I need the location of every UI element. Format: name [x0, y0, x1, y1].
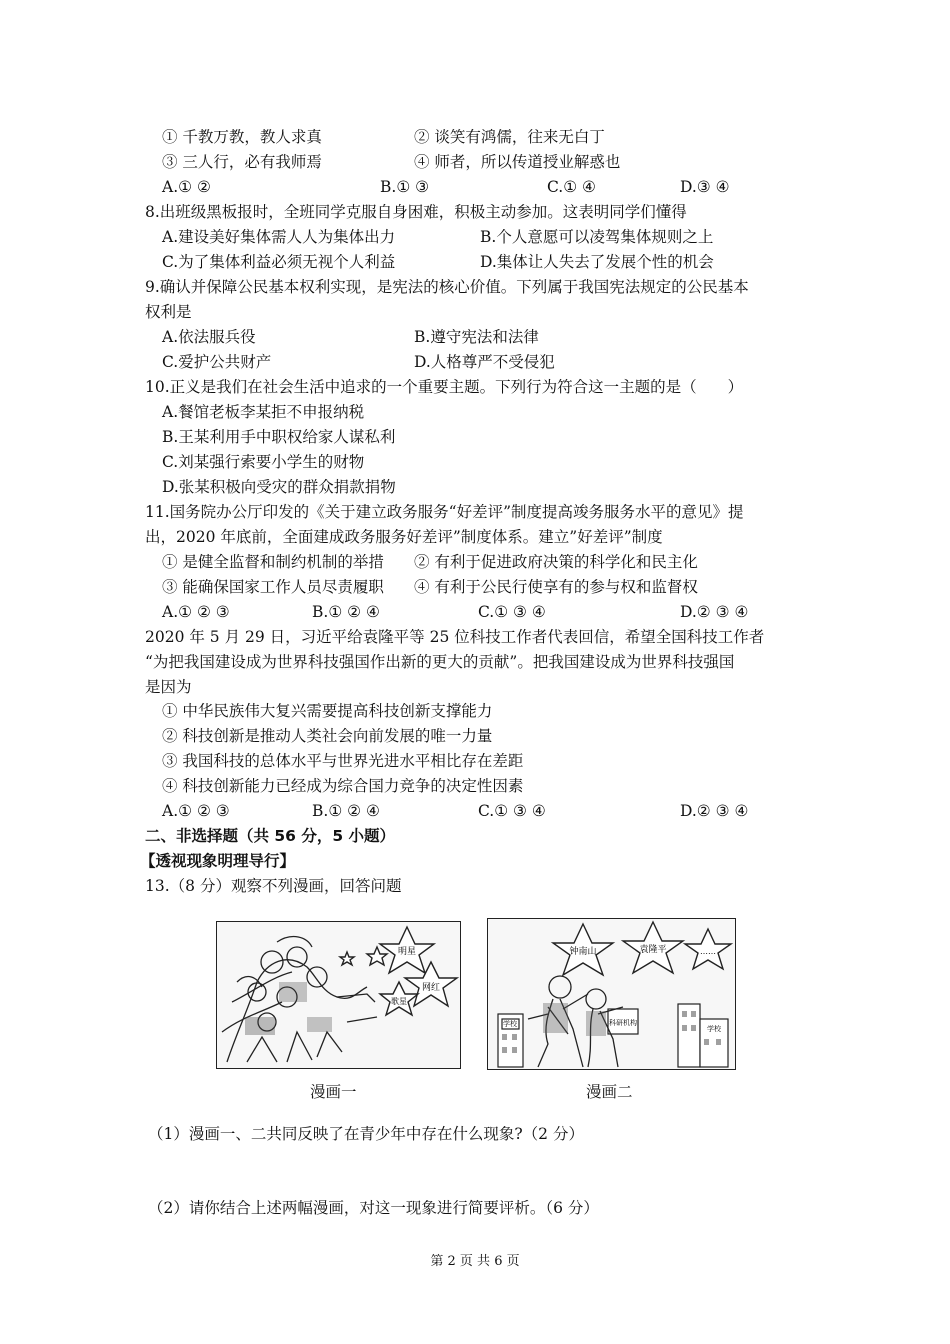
q12-choice-b[interactable]: B.① ② ④ — [312, 802, 380, 820]
section-subtitle: 【透视现象明理导行】 — [140, 852, 296, 870]
q11-choice-b[interactable]: B.① ② ④ — [312, 603, 380, 621]
cartoon-two-sign-3: 学校 — [707, 1025, 721, 1033]
q10-choice-c[interactable]: C.刘某强行索要小学生的财物 — [162, 453, 365, 471]
cartoon-two-drawing — [488, 919, 735, 1069]
q12-choice-d[interactable]: D.② ③ ④ — [680, 802, 749, 820]
q11-choice-d[interactable]: D.② ③ ④ — [680, 603, 749, 621]
q11-option-1: ① 是健全监督和制约机制的举措 — [162, 553, 384, 571]
q9-stem-line1: 9.确认并保障公民基本权利实现，是宪法的核心价值。下列属于我国宪法规定的公民基本 — [145, 278, 749, 296]
q9-stem-line2: 权利是 — [145, 303, 192, 321]
q11-choice-c[interactable]: C.① ③ ④ — [478, 603, 546, 621]
q7-choice-d[interactable]: D.③ ④ — [680, 178, 730, 196]
q7-choice-c[interactable]: C.① ④ — [547, 178, 596, 196]
q9-choice-a[interactable]: A.依法服兵役 — [162, 328, 256, 346]
cartoon-two — [487, 918, 736, 1070]
cartoon-two-star-label-1: 钟南山 — [569, 947, 597, 957]
q9-choice-b[interactable]: B.遵守宪法和法律 — [414, 328, 539, 346]
q10-choice-d[interactable]: D.张某积极向受灾的群众捐款捐物 — [162, 478, 396, 496]
q12-stem-line1: 2020 年 5 月 29 日，习近平给袁隆平等 25 位科技工作者代表回信，希望全国科技工作者 — [145, 628, 765, 646]
q12-choice-a[interactable]: A.① ② ③ — [162, 802, 230, 820]
cartoon-two-caption: 漫画二 — [586, 1083, 633, 1101]
q7-option-4: ④ 师者，所以传道授业解惑也 — [414, 153, 621, 171]
cartoon-one — [216, 921, 461, 1069]
q12-option-3: ③ 我国科技的总体水平与世界光进水平相比存在差距 — [162, 752, 524, 770]
q12-stem-line3: 是因为 — [145, 678, 192, 696]
q11-stem-line1: 11.国务院办公厅印发的《关于建立政务服务“好差评”制度提高竣务服务水平的意见》提 — [145, 503, 744, 521]
cartoon-two-star-label-3: …… — [700, 947, 716, 956]
section-title: 二、非选择题（共 56 分，5 小题） — [145, 827, 396, 845]
q8-choice-b[interactable]: B.个人意愿可以凌驾集体规则之上 — [480, 228, 714, 246]
q7-option-1: ① 千教万教，教人求真 — [162, 128, 322, 146]
q11-option-2: ② 有利于促进政府决策的科学化和民主化 — [414, 553, 698, 571]
q10-choice-a[interactable]: A.餐馆老板李某拒不申报纳税 — [162, 403, 365, 421]
q13-subquestion-2: （2）请你结合上述两幅漫画，对这一现象进行简要评析。（6 分） — [148, 1199, 599, 1217]
q11-choice-a[interactable]: A.① ② ③ — [162, 603, 230, 621]
q12-option-4: ④ 科技创新能力已经成为综合国力竞争的决定性因素 — [162, 777, 524, 795]
q10-choice-b[interactable]: B.王某利用手中职权给家人谋私利 — [162, 428, 396, 446]
cartoon-one-caption: 漫画一 — [310, 1083, 357, 1101]
q8-choice-c[interactable]: C.为了集体利益必须无视个人利益 — [162, 253, 396, 271]
q7-choice-a[interactable]: A.① ② — [162, 178, 211, 196]
q9-choice-c[interactable]: C.爱护公共财产 — [162, 353, 272, 371]
q7-option-3: ③ 三人行，必有我师焉 — [162, 153, 322, 171]
cartoon-two-sign-2: 科研机构 — [609, 1019, 637, 1027]
cartoon-one-star-label-2: 网红 — [421, 983, 441, 993]
q11-option-3: ③ 能确保国家工作人员尽责履职 — [162, 578, 384, 596]
q12-option-2: ② 科技创新是推动人类社会向前发展的唯一力量 — [162, 727, 493, 745]
q12-option-1: ① 中华民族伟大复兴需要提高科技创新支撑能力 — [162, 702, 493, 720]
cartoon-one-star-label-1: 明星 — [397, 947, 417, 957]
page-footer: 第 2 页 共 6 页 — [430, 1254, 520, 1269]
q8-choice-d[interactable]: D.集体让人失去了发展个性的机会 — [480, 253, 714, 271]
q11-stem-line2: 出，2020 年底前，全面建成政务服务好差评”制度体系。建立”好差评”制度 — [145, 528, 663, 546]
q7-option-2: ② 谈笑有鸿儒，往来无白丁 — [414, 128, 605, 146]
cartoon-two-sign-1: 学校 — [503, 1020, 517, 1028]
cartoon-two-star-label-2: 袁隆平 — [639, 945, 667, 955]
q8-stem: 8.出班级黑板报时，全班同学克服自身困难，积极主动参加。这表明同学们懂得 — [145, 203, 687, 221]
q10-stem: 10.正义是我们在社会生活中追求的一个重要主题。下列行为符合这一主题的是（ ） — [145, 378, 744, 396]
cartoon-one-star-label-3: 歌星 — [391, 997, 407, 1006]
q8-choice-a[interactable]: A.建设美好集体需人人为集体出力 — [162, 228, 396, 246]
q9-choice-d[interactable]: D.人格尊严不受侵犯 — [414, 353, 555, 371]
cartoon-one-drawing — [217, 922, 460, 1068]
q11-option-4: ④ 有利于公民行使享有的参与权和监督权 — [414, 578, 698, 596]
q13-subquestion-1: （1）漫画一、二共同反映了在青少年中存在什么现象?（2 分） — [148, 1125, 584, 1143]
q7-choice-b[interactable]: B.① ③ — [380, 178, 430, 196]
q13-stem: 13.（8 分）观察不列漫画，回答问题 — [145, 877, 402, 895]
q12-choice-c[interactable]: C.① ③ ④ — [478, 802, 546, 820]
q12-stem-line2: “为把我国建设成为世界科技强国作出新的更大的贡献”。把我国建设成为世界科技强国 — [145, 653, 735, 671]
